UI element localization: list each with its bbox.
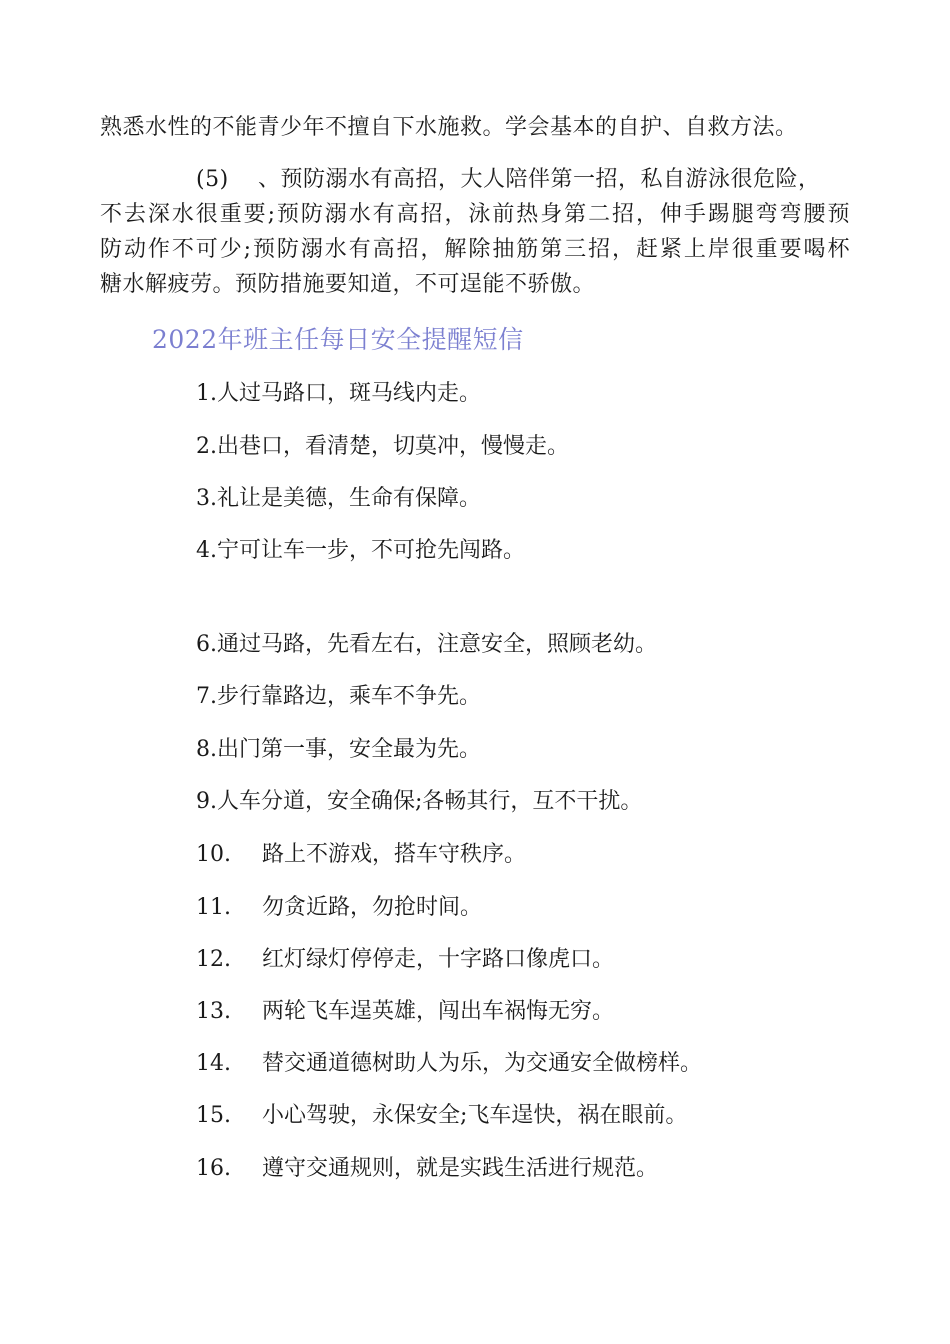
paragraph-line: 糖水解疲劳。预防措施要知道，不可逞能不骄傲。 <box>100 272 596 297</box>
item-text: 小心驾驶，永保安全;飞车逞快，祸在眼前。 <box>262 1103 688 1128</box>
item-text: 人车分道，安全确保;各畅其行，互不干扰。 <box>217 789 643 814</box>
list-item <box>196 997 614 1027</box>
list-item <box>196 787 642 817</box>
item-text: 出巷口，看清楚，切莫冲，慢慢走。 <box>217 434 570 459</box>
item-number: 6. <box>196 632 217 657</box>
item-number: 13. <box>196 999 231 1024</box>
item-number: 1. <box>196 381 217 406</box>
item-text: 替交通道德树助人为乐，为交通安全做榜样。 <box>262 1051 703 1076</box>
section-heading: 2022年班主任每日安全提醒短信 <box>152 325 524 354</box>
item-number: 9. <box>196 789 217 814</box>
item-number: 16. <box>196 1156 231 1181</box>
item-text: 宁可让车一步，不可抢先闯路。 <box>217 538 526 563</box>
paragraph-line: 防动作不可少;预防溺水有高招，解除抽筋第三招，赶紧上岸很重要喝杯 <box>100 237 850 262</box>
item-number: 3. <box>196 486 217 511</box>
list-item <box>196 840 526 870</box>
item-number: 4. <box>196 538 217 563</box>
item-text: 两轮飞车逞英雄，闯出车祸悔无穷。 <box>262 999 615 1024</box>
list-item <box>196 735 481 765</box>
item-number: 15. <box>196 1103 231 1128</box>
paragraph-number: (5) <box>196 167 229 192</box>
list-item <box>196 536 525 566</box>
item-number: 11. <box>196 895 231 920</box>
list-item <box>196 682 481 712</box>
list-item <box>196 893 482 923</box>
paragraph-line: 不去深水很重要;预防溺水有高招，泳前热身第二招，伸手踢腿弯弯腰预 <box>100 202 850 227</box>
item-text: 遵守交通规则，就是实践生活进行规范。 <box>262 1156 659 1181</box>
item-number: 10. <box>196 842 231 867</box>
item-number: 8. <box>196 737 217 762</box>
item-text: 人过马路口，斑马线内走。 <box>217 381 482 406</box>
item-text: 路上不游戏，搭车守秩序。 <box>262 842 527 867</box>
item-text: 红灯绿灯停停走，十字路口像虎口。 <box>262 947 615 972</box>
list-item <box>196 484 481 514</box>
paragraph-line: 、预防溺水有高招，大人陪伴第一招，私自游泳很危险， <box>258 167 821 192</box>
paragraph-line: 熟悉水性的不能青少年不擅自下水施救。学会基本的自护、自救方法。 <box>100 115 798 140</box>
item-number: 7. <box>196 684 217 709</box>
item-text: 通过马路，先看左右，注意安全，照顾老幼。 <box>217 632 658 657</box>
item-text: 出门第一事，安全最为先。 <box>217 737 482 762</box>
list-item <box>196 379 481 409</box>
list-item <box>196 945 614 975</box>
item-text: 步行靠路边，乘车不争先。 <box>217 684 482 709</box>
list-item <box>196 630 657 660</box>
item-number: 14. <box>196 1051 231 1076</box>
item-number: 2. <box>196 434 217 459</box>
list-item <box>196 1049 702 1079</box>
list-item <box>196 1154 658 1184</box>
item-text: 勿贪近路，勿抢时间。 <box>262 895 483 920</box>
list-item <box>196 1101 687 1131</box>
list-item <box>196 432 569 462</box>
item-text: 礼让是美德，生命有保障。 <box>217 486 482 511</box>
item-number: 12. <box>196 947 231 972</box>
